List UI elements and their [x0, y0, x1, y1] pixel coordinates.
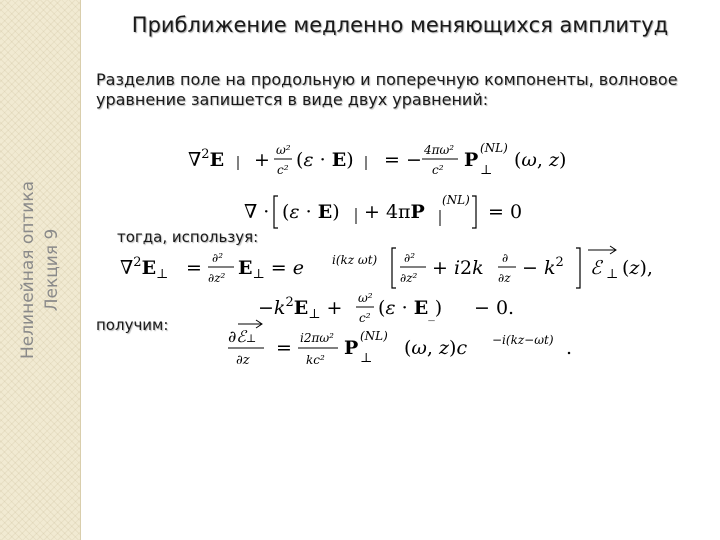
svg-text:− 0.: − 0.	[474, 297, 515, 319]
svg-text:∂: ∂	[502, 251, 509, 265]
equation-5-graphic	[228, 320, 598, 370]
equation-1	[188, 136, 608, 185]
equation-2	[244, 190, 564, 237]
svg-text:(z),: (z),	[622, 257, 653, 279]
svg-text:c²: c²	[359, 311, 371, 325]
svg-text:ω²: ω²	[358, 291, 373, 305]
intro-text: Разделив поле на продольную и поперечную компоненты, волновое уравнение запишется в виде двух уравнений:	[96, 70, 678, 109]
svg-text:4πω²: 4πω²	[424, 143, 455, 157]
svg-text:∇2E: ∇$^2$E	[188, 147, 225, 171]
svg-text:(NL): (NL)	[442, 193, 470, 207]
svg-text:∂²: ∂²	[404, 251, 416, 265]
label-then: тогда, используя:	[117, 228, 259, 246]
svg-text:∂z²: ∂z²	[400, 271, 418, 285]
svg-text:(NL): (NL)	[480, 141, 508, 155]
lecture-number: Лекция 9	[42, 228, 62, 312]
svg-text:=: =	[186, 257, 202, 279]
svg-text:∂z: ∂z	[236, 353, 250, 368]
svg-text:ℰ: ℰ	[590, 257, 602, 279]
svg-text:(ε · E): (ε · E)	[282, 201, 340, 223]
svg-text:= 0: = 0	[488, 201, 523, 223]
svg-text:∇ ·: ∇ ·	[244, 201, 270, 223]
svg-text:∂z²: ∂z²	[208, 271, 226, 285]
svg-text:i(kz ωt): i(kz ωt)	[332, 253, 378, 267]
svg-text:⊥: ⊥	[360, 351, 373, 366]
svg-text:∂z: ∂z	[498, 271, 511, 285]
svg-text:P: P	[464, 149, 479, 171]
svg-text:∂ℰ⊥: ∂ℰ⊥	[228, 327, 257, 346]
svg-text:(ω, z)c: (ω, z)c	[404, 337, 468, 359]
svg-text:− k2: − $k^2$	[522, 255, 564, 279]
svg-text:c²: c²	[277, 163, 289, 177]
equation-1-graphic	[188, 136, 608, 180]
svg-text:(ω, z): (ω, z)	[514, 149, 567, 171]
course-name: Нелинейная оптика	[18, 180, 38, 360]
svg-text:=: =	[276, 337, 292, 359]
equation-2-graphic	[244, 190, 564, 232]
svg-text:+: +	[254, 149, 270, 171]
svg-text:E⊥ = e: $E_\perp = e$	[238, 257, 304, 282]
svg-text:.: .	[566, 337, 573, 359]
label-get: получим:	[96, 316, 169, 334]
svg-text:i2πω²: i2πω²	[300, 331, 334, 345]
svg-text:−k2E⊥ +: $-k^2E_\perp$ +	[258, 295, 343, 322]
svg-text:c²: c²	[432, 163, 444, 177]
svg-text:+ 4πP: + 4πP	[364, 201, 425, 223]
svg-text:−i(kz−ωt): −i(kz−ωt)	[492, 333, 554, 347]
svg-text:⊥: ⊥	[480, 163, 493, 178]
svg-text:+ i2k: + i2k	[432, 257, 484, 279]
svg-text:(ε · E_): $(\varepsilon \cdot E_{\_})$	[378, 297, 443, 322]
slide-title: Приближение медленно меняющихся амплитуд	[131, 13, 669, 37]
svg-text:kc²: kc²	[306, 353, 325, 367]
sidebar	[0, 0, 81, 540]
equation-5	[228, 320, 598, 375]
svg-text:(NL): (NL)	[360, 329, 388, 343]
svg-text:(ε · E): (ε · E)	[296, 149, 354, 171]
svg-text:∂²: ∂²	[212, 251, 224, 265]
svg-text:∇2E⊥: $\nabla^2E_\perp$	[120, 255, 169, 282]
sidebar-caption	[16, 181, 64, 359]
svg-text:⊥: ⊥	[606, 267, 619, 282]
svg-text:ω²: ω²	[276, 143, 291, 157]
svg-text:P: P	[344, 337, 359, 359]
equation-3-graphic	[120, 244, 680, 292]
svg-text:= −: = −	[384, 149, 422, 171]
